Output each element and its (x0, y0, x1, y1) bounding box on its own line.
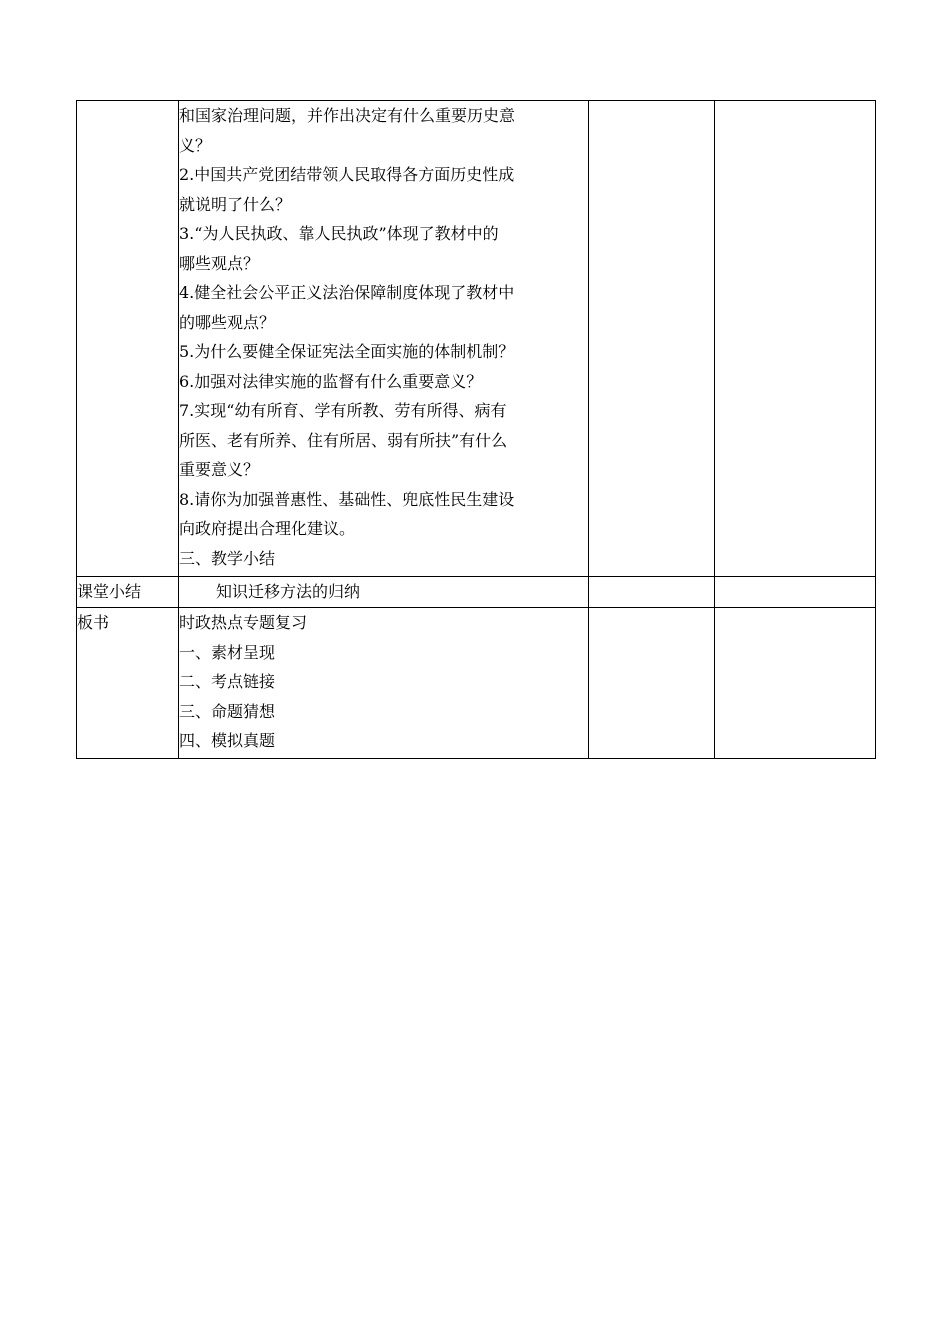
text-line: 8.请你为加强普惠性、基础性、兜底性民生建设 (179, 489, 515, 509)
text-line: 就说明了什么？ (179, 194, 292, 214)
empty-cell (589, 101, 715, 577)
text-line: 三、教学小结 (179, 548, 276, 568)
empty-cell (715, 608, 876, 759)
text-line: 的哪些观点？ (179, 312, 276, 332)
text-line: 二、考点链接 (179, 672, 276, 691)
row-label-cell (77, 101, 179, 577)
table-row (77, 608, 876, 759)
text-line: 5.为什么要健全保证宪法全面实施的体制机制？ (179, 342, 515, 361)
text-line: 向政府提出合理化建议。 (179, 519, 356, 538)
text-line: 3.“为人民执政、靠人民执政”体现了教材中的 (179, 224, 499, 243)
text-line: 四、模拟真题 (179, 731, 276, 750)
class-summary-content (179, 577, 589, 608)
empty-cell (715, 577, 876, 608)
text-line: 4.健全社会公平正义法治保障制度体现了教材中 (179, 283, 515, 302)
empty-cell (589, 608, 715, 759)
text-line: 所医、老有所养、住有所居、弱有所扶”有什么 (179, 430, 508, 450)
lesson-plan-table (76, 100, 876, 759)
text-line: 6.加强对法律实施的监督有什么重要意义？ (179, 371, 483, 391)
text-line: 三、命题猜想 (179, 701, 276, 721)
text-line: 重要意义？ (179, 460, 260, 479)
blackboard-label: 板书 (77, 608, 179, 759)
text-line: 义？ (179, 135, 212, 155)
class-summary-label: 课堂小结 (77, 577, 179, 608)
text-line: 和国家治理问题，并作出决定有什么重要历史意 (179, 106, 516, 125)
blackboard-content (179, 608, 589, 759)
empty-cell (589, 577, 715, 608)
text-line: 时政热点专题复习 (179, 613, 308, 632)
text-line: 2.中国共产党团结带领人民取得各方面历史性成 (179, 165, 515, 184)
empty-cell (715, 101, 876, 577)
text-line: 知识迁移方法的归纳 (216, 582, 361, 601)
table-row (77, 101, 876, 577)
teaching-process-cell (179, 101, 589, 577)
text-line: 一、素材呈现 (179, 642, 276, 662)
text-line: 哪些观点？ (179, 253, 260, 273)
text-line: 7.实现“幼有所育、学有所教、劳有所得、病有 (179, 401, 507, 420)
table-row (77, 577, 876, 608)
